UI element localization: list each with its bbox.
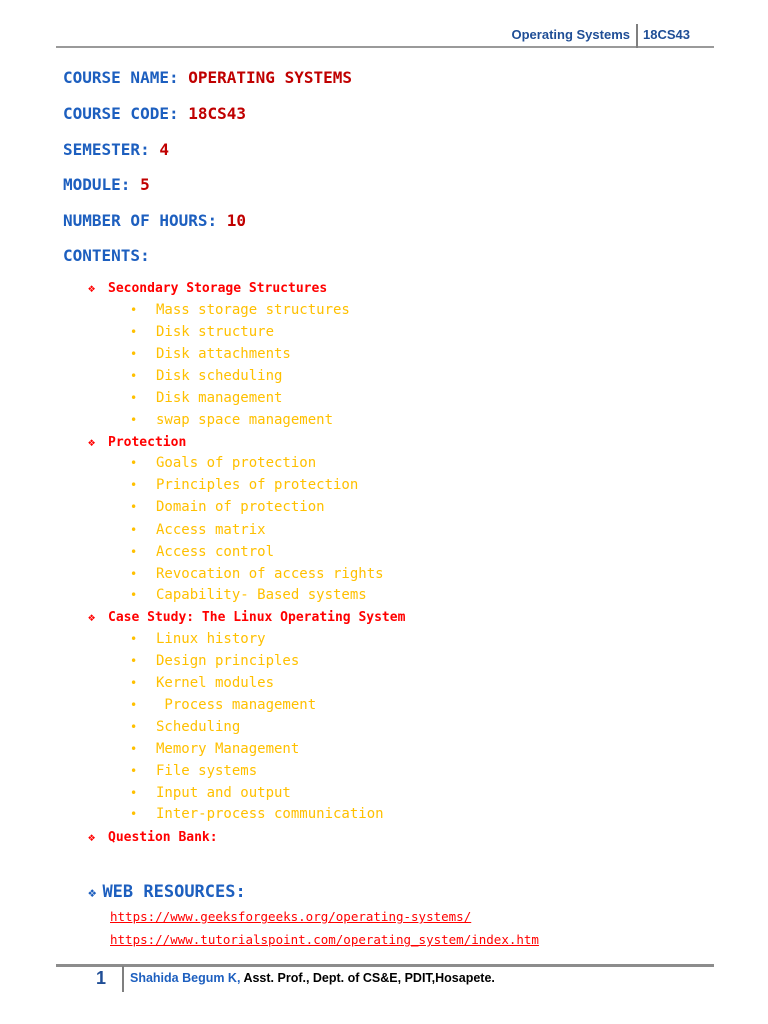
list-item (130, 675, 274, 691)
list-item (130, 741, 299, 757)
contents-heading: CONTENTS: (63, 246, 150, 265)
list-item (130, 544, 274, 560)
web-resources-heading (88, 882, 246, 902)
bullet-icon: • (130, 325, 138, 339)
list-item-text: Memory Management (156, 741, 300, 757)
list-item-text: Input and output (156, 785, 291, 801)
list-item-text: Principles of protection (156, 477, 359, 493)
section-heading (88, 281, 327, 296)
list-item-text: Disk management (156, 390, 283, 406)
course-code-label: COURSE CODE: (63, 104, 179, 123)
semester-line (63, 140, 169, 159)
list-item-text: Design principles (156, 653, 300, 669)
bullet-icon: • (130, 676, 138, 690)
footer-rule (56, 964, 714, 967)
header-title: Operating Systems (511, 27, 630, 42)
list-item-text: Access control (156, 544, 275, 560)
bullet-icon: • (130, 807, 138, 821)
bullet-icon: • (130, 545, 138, 559)
bullet-icon: • (130, 369, 138, 383)
bullet-icon: • (130, 654, 138, 668)
bullet-icon: • (130, 523, 138, 537)
header-course-code: 18CS43 (643, 27, 690, 42)
footer-divider (122, 966, 124, 992)
footer-credit (130, 971, 495, 985)
list-item (130, 522, 266, 538)
list-item-text: Access matrix (156, 522, 266, 538)
diamond-bullet-icon: ❖ (88, 830, 96, 844)
list-item (130, 719, 240, 735)
list-item-text: Disk structure (156, 324, 275, 340)
list-item (130, 368, 282, 384)
list-item (130, 631, 266, 647)
bullet-icon: • (130, 742, 138, 756)
list-item-text: Scheduling (156, 719, 241, 735)
web-resource-link[interactable]: https://www.tutorialspoint.com/operating_system/index.htm (110, 932, 539, 947)
bullet-icon: • (130, 567, 138, 581)
bullet-icon: • (130, 478, 138, 492)
list-item (130, 499, 325, 515)
semester-label: SEMESTER: (63, 140, 150, 159)
course-code-line (63, 104, 246, 123)
list-item (130, 302, 350, 318)
list-item (130, 587, 367, 603)
list-item-text: Inter-process communication (156, 806, 384, 822)
bullet-icon: • (130, 786, 138, 800)
bullet-icon: • (130, 698, 138, 712)
course-code-value: 18CS43 (188, 104, 247, 123)
bullet-icon: • (130, 303, 138, 317)
list-item (130, 324, 274, 340)
footer-author: Shahida Begum K, (130, 971, 241, 985)
section-title: Case Study: The Linux Operating System (108, 610, 406, 625)
section-heading (88, 435, 186, 450)
list-item-text: Process management (156, 697, 317, 713)
list-item (130, 785, 291, 801)
header-divider (636, 24, 638, 48)
bullet-icon: • (130, 413, 138, 427)
section-title: Protection (108, 435, 187, 450)
diamond-bullet-icon: ❖ (88, 435, 96, 449)
module-value: 5 (140, 175, 150, 194)
page-number: 1 (96, 968, 107, 988)
module-label: MODULE: (63, 175, 131, 194)
list-item (130, 390, 282, 406)
bullet-icon: • (130, 764, 138, 778)
web-resources-title: WEB RESOURCES: (102, 882, 246, 902)
diamond-bullet-icon: ❖ (88, 610, 96, 624)
list-item (130, 806, 384, 822)
page-header (56, 22, 714, 48)
footer-affiliation: Asst. Prof., Dept. of CS&E, PDIT,Hosapete. (240, 971, 495, 985)
list-item (130, 455, 316, 471)
list-item-text: Disk attachments (156, 346, 291, 362)
list-item (130, 477, 358, 493)
list-item (130, 412, 333, 428)
diamond-bullet-icon: ❖ (88, 885, 97, 901)
list-item (130, 763, 257, 779)
semester-value: 4 (159, 140, 169, 159)
list-item-text: Linux history (156, 631, 266, 647)
section-heading (88, 610, 405, 625)
list-item-text: Mass storage structures (156, 302, 350, 318)
list-item-text: Disk scheduling (156, 368, 283, 384)
bullet-icon: • (130, 391, 138, 405)
list-item-text: Domain of protection (156, 499, 325, 515)
course-name-line (63, 68, 352, 87)
module-line (63, 175, 150, 194)
list-item (130, 653, 299, 669)
list-item-text: Revocation of access rights (156, 566, 384, 582)
bullet-icon: • (130, 347, 138, 361)
hours-label: NUMBER OF HOURS: (63, 211, 218, 230)
hours-line (63, 211, 246, 230)
list-item-text: Kernel modules (156, 675, 275, 691)
bullet-icon: • (130, 500, 138, 514)
section-heading (88, 830, 218, 845)
bullet-icon: • (130, 720, 138, 734)
bullet-icon: • (130, 632, 138, 646)
hours-value: 10 (226, 211, 247, 230)
web-resource-link[interactable]: https://www.geeksforgeeks.org/operating-systems/ (110, 909, 472, 924)
bullet-icon: • (130, 456, 138, 470)
course-name-label: COURSE NAME: (63, 68, 179, 87)
list-item-text: Goals of protection (156, 455, 317, 471)
diamond-bullet-icon: ❖ (88, 281, 96, 295)
list-item (130, 566, 384, 582)
list-item (130, 346, 291, 362)
section-title: Question Bank: (108, 830, 218, 845)
list-item (130, 697, 316, 713)
section-title: Secondary Storage Structures (108, 281, 328, 296)
bullet-icon: • (130, 588, 138, 602)
list-item-text: Capability- Based systems (156, 587, 367, 603)
list-item-text: File systems (156, 763, 258, 779)
course-name-value: OPERATING SYSTEMS (188, 68, 352, 87)
list-item-text: swap space management (156, 412, 334, 428)
